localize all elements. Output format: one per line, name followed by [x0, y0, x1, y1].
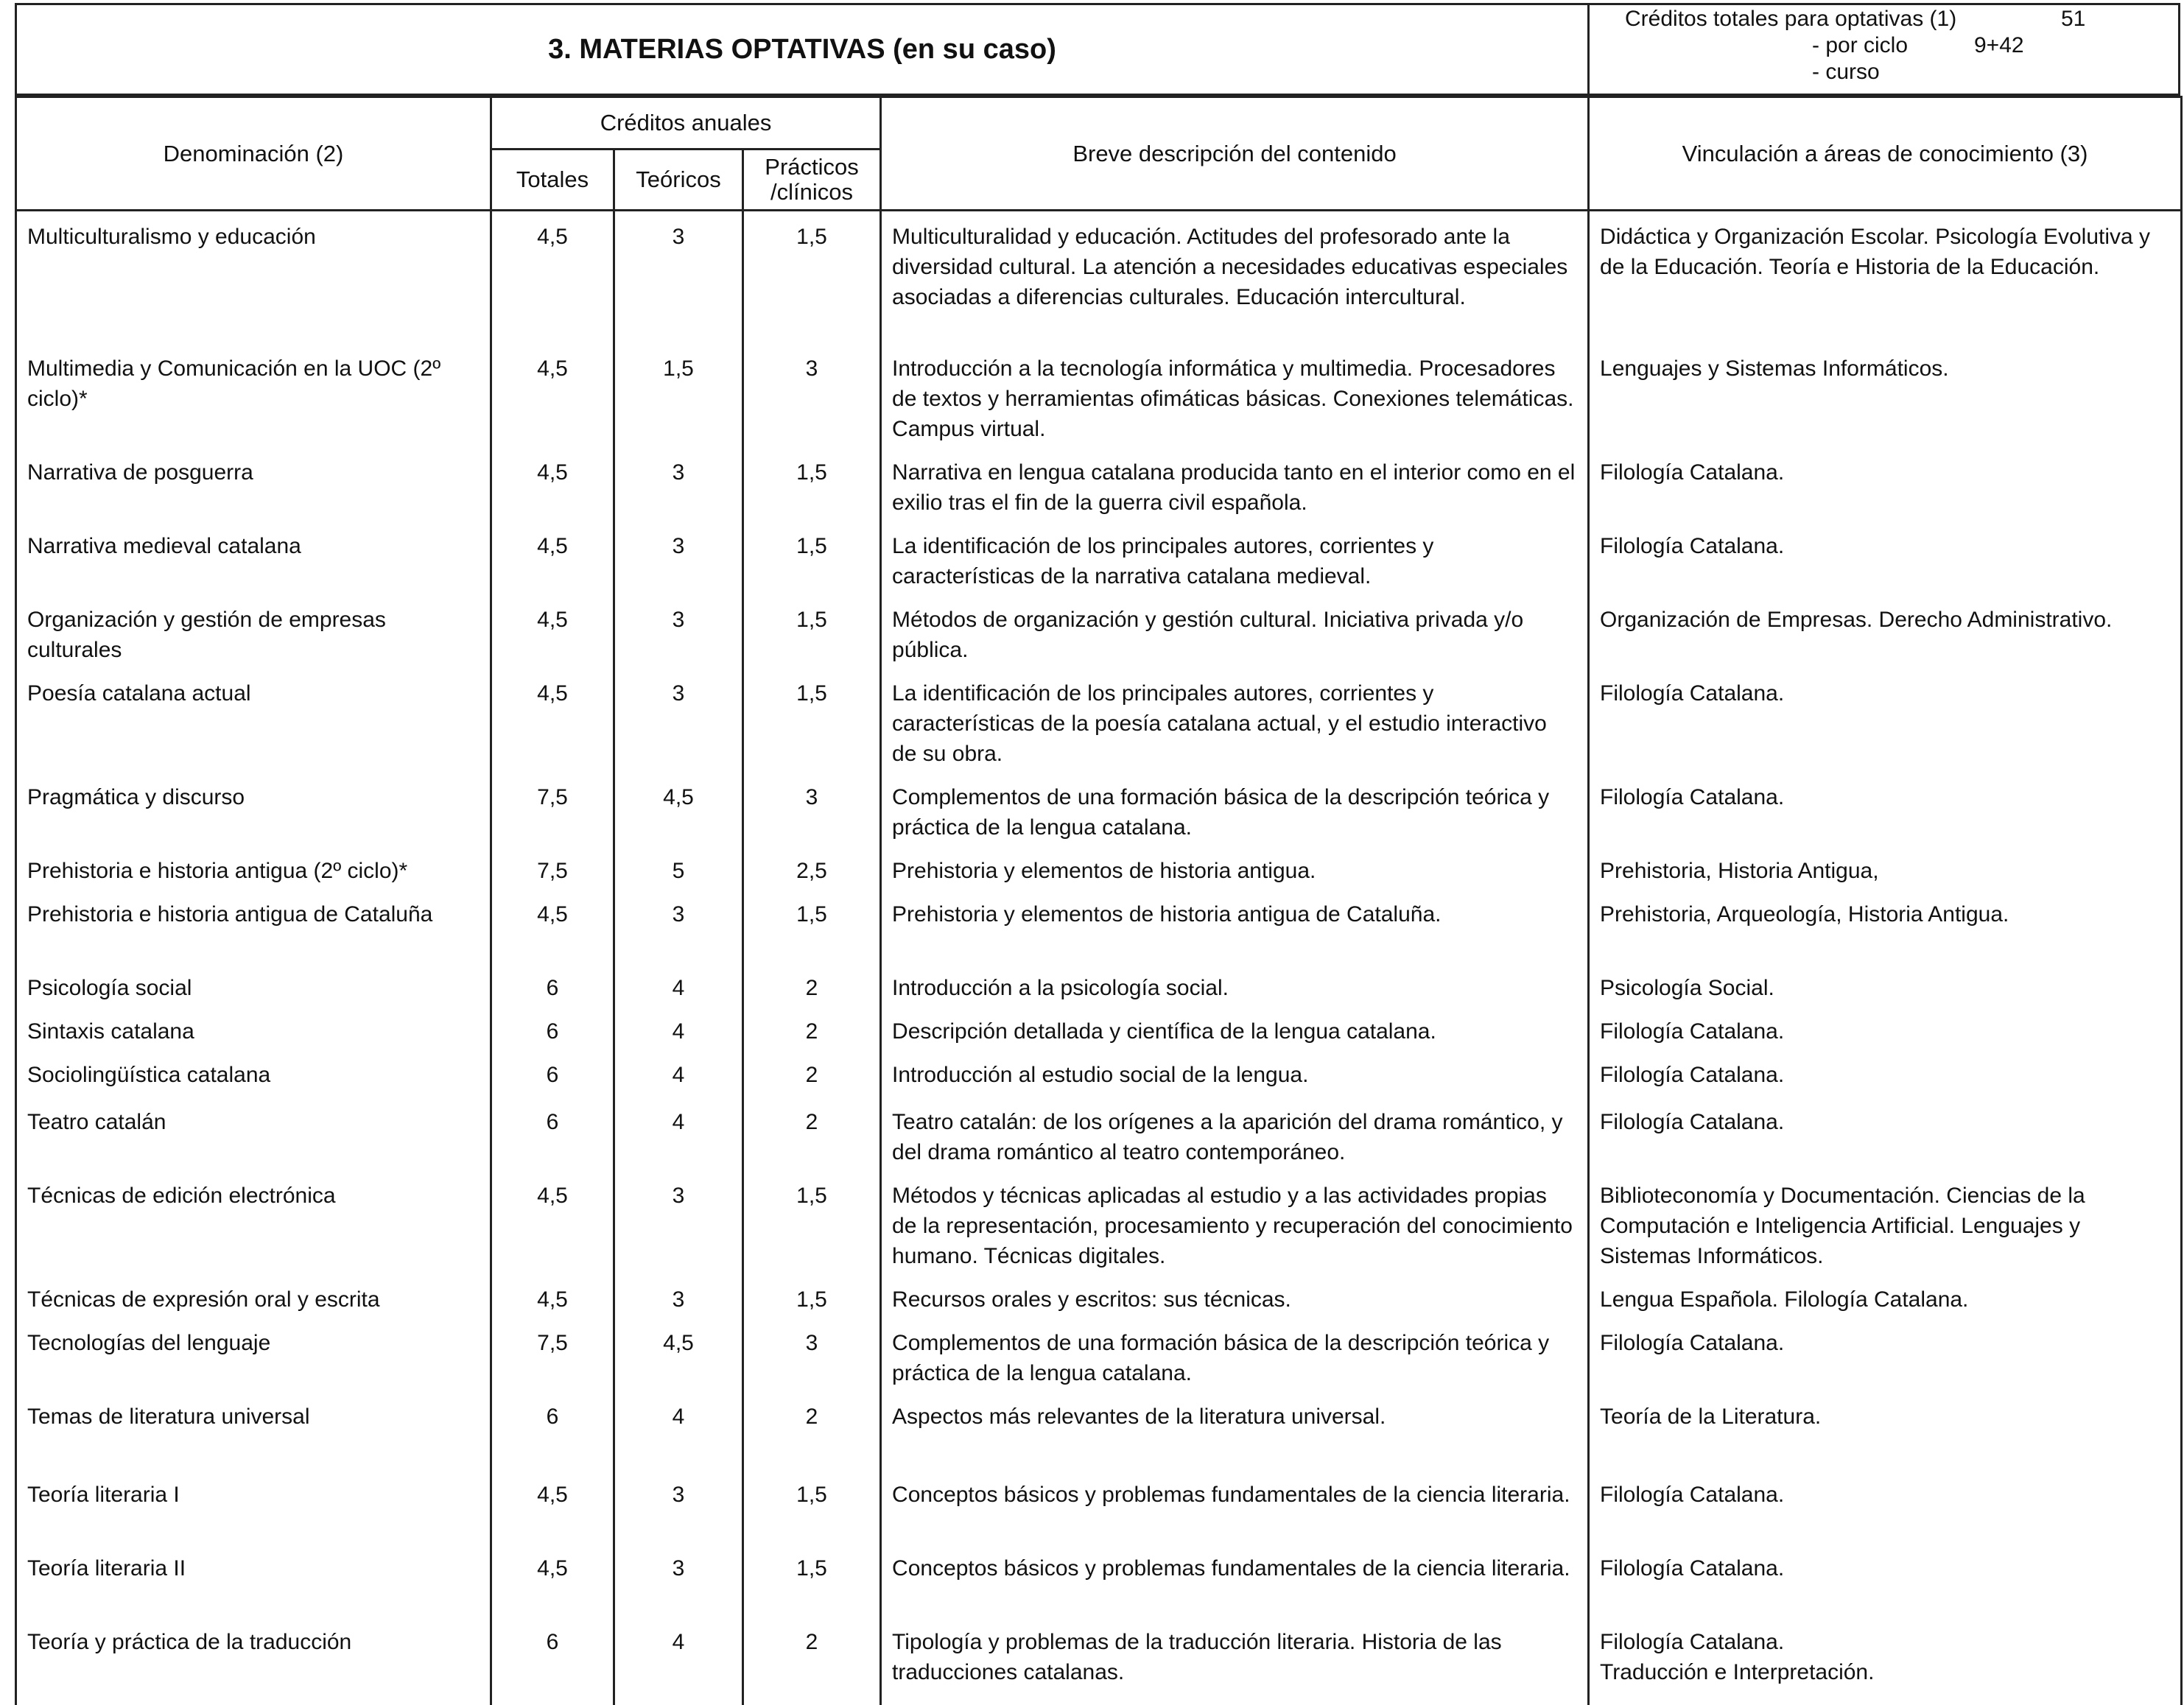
table-row: [16, 1008, 2182, 1051]
credits-theory: 3: [614, 1544, 743, 1618]
credits-total: 4,5: [491, 449, 614, 522]
credits-theory: 4: [614, 1051, 743, 1098]
subject-description: Introducción a la tecnología informática y multimedia. Procesadores de textos y herramientas ofimáticas básicas. Conexiones telemáticas. Campus virtual.: [881, 345, 1589, 449]
subject-description: Descripción detallada y científica de la lengua catalana.: [881, 1008, 1589, 1051]
knowledge-areas: Biblioteconomía y Documentación. Ciencias de la Computación e Inteligencia Artificial. Lenguajes y Sistemas Informáticos.: [1589, 1172, 2182, 1276]
table-row: [16, 890, 2182, 964]
subject-description: Métodos de organización y gestión cultural. Iniciativa privada y/o pública.: [881, 596, 1589, 669]
subject-name: Técnicas de expresión oral y escrita: [16, 1276, 491, 1319]
credits-practical: 3: [743, 345, 881, 449]
credits-total: 4,5: [491, 1172, 614, 1276]
credits-practical: 2,5: [743, 847, 881, 890]
table-row: [16, 1098, 2182, 1172]
credits-practical: 2: [743, 1051, 881, 1098]
credits-practical: 1,5: [743, 669, 881, 773]
table-row: [16, 1544, 2182, 1618]
subject-name: Tecnologías del lenguaje: [16, 1319, 491, 1393]
subject-name: Teoría literaria I: [16, 1471, 491, 1544]
knowledge-areas: Filología Catalana.: [1589, 1544, 2182, 1618]
knowledge-areas: Prehistoria, Arqueología, Historia Antigua.: [1589, 890, 2182, 964]
table-row: [16, 596, 2182, 669]
credits-total: 6: [491, 1051, 614, 1098]
credits-practical: 1,5: [743, 1276, 881, 1319]
credits-total: 4,5: [491, 1544, 614, 1618]
table-row: [16, 522, 2182, 596]
subject-description: Conceptos básicos y problemas fundamentales de la ciencia literaria.: [881, 1544, 1589, 1618]
credits-theory: 3: [614, 1172, 743, 1276]
credits-total-value: 51: [2061, 7, 2086, 31]
credits-practical: 3: [743, 773, 881, 847]
subject-description: Multiculturalidad y educación. Actitudes del profesorado ante la diversidad cultural. La atención a necesidades educativas especiales asociadas a diferencias culturales. Educación intercultural.: [881, 211, 1589, 345]
credits-total: 7,5: [491, 1319, 614, 1393]
subject-name: Temas de literatura universal: [16, 1393, 491, 1471]
subject-name: Poesía catalana actual: [16, 669, 491, 773]
credits-theory: 4: [614, 964, 743, 1008]
credits-theory: 3: [614, 890, 743, 964]
credits-total: 7,5: [491, 773, 614, 847]
credits-total: 6: [491, 1098, 614, 1172]
knowledge-areas: Filología Catalana.: [1589, 1471, 2182, 1544]
section-header: [15, 3, 2180, 96]
knowledge-areas: Filología Catalana.: [1589, 1098, 2182, 1172]
subject-name: Teoría literaria II: [16, 1544, 491, 1618]
subject-name: Multiculturalismo y educación: [16, 211, 491, 345]
credits-theory: 4: [614, 1393, 743, 1471]
credits-theory: 4,5: [614, 1319, 743, 1393]
knowledge-areas: Filología Catalana.: [1589, 773, 2182, 847]
subject-description: La identificación de los principales autores, corrientes y características de la poesía catalana actual, y el estudio interactivo de su obra.: [881, 669, 1589, 773]
credits-theory: 4: [614, 1618, 743, 1705]
subject-name: Organización y gestión de empresas culturales: [16, 596, 491, 669]
credits-practical: 1,5: [743, 1471, 881, 1544]
credits-total: 6: [491, 1393, 614, 1471]
subject-name: Sintaxis catalana: [16, 1008, 491, 1051]
per-cycle-label: - por ciclo: [1812, 33, 1909, 57]
subject-name: Pragmática y discurso: [16, 773, 491, 847]
knowledge-areas: Filología Catalana. Traducción e Interpretación.: [1589, 1618, 2182, 1705]
col-header-totals: Totales: [491, 150, 614, 211]
table-row: [16, 1172, 2182, 1276]
knowledge-areas: Organización de Empresas. Derecho Administrativo.: [1589, 596, 2182, 669]
table-row: [16, 1051, 2182, 1098]
credits-practical: 2: [743, 1618, 881, 1705]
subject-description: Complementos de una formación básica de la descripción teórica y práctica de la lengua catalana.: [881, 773, 1589, 847]
optional-subjects-table: [15, 96, 2183, 1705]
table-row: [16, 1471, 2182, 1544]
subject-name: Teatro catalán: [16, 1098, 491, 1172]
subject-name: Teoría y práctica de la traducción: [16, 1618, 491, 1705]
knowledge-areas: Filología Catalana.: [1589, 669, 2182, 773]
col-header-practical-text: Prácticos /clínicos: [765, 154, 859, 205]
subject-description: Narrativa en lengua catalana producida tanto en el interior como en el exilio tras el fin de la guerra civil española.: [881, 449, 1589, 522]
credits-practical: 3: [743, 1319, 881, 1393]
credits-total: 6: [491, 1618, 614, 1705]
subject-description: Introducción a la psicología social.: [881, 964, 1589, 1008]
table-row: [16, 1393, 2182, 1471]
credits-theory: 3: [614, 669, 743, 773]
col-header-credits-group: Créditos anuales: [491, 97, 881, 150]
knowledge-areas: Filología Catalana.: [1589, 1008, 2182, 1051]
col-header-theory: Teóricos: [614, 150, 743, 211]
credits-theory: 3: [614, 211, 743, 345]
credits-theory: 4: [614, 1098, 743, 1172]
subject-description: Complementos de una formación básica de la descripción teórica y práctica de la lengua catalana.: [881, 1319, 1589, 1393]
subject-description: Aspectos más relevantes de la literatura universal.: [881, 1393, 1589, 1471]
course-label: - curso: [1812, 60, 1880, 84]
credits-theory: 4: [614, 1008, 743, 1051]
subject-description: Métodos y técnicas aplicadas al estudio y a las actividades propias de la representación, procesamiento y recuperación del conocimiento humano. Técnicas digitales.: [881, 1172, 1589, 1276]
table-row: [16, 1618, 2182, 1705]
credits-practical: 2: [743, 1393, 881, 1471]
table-row: [16, 1319, 2182, 1393]
credits-practical: 1,5: [743, 449, 881, 522]
table-row: [16, 964, 2182, 1008]
credits-total: 4,5: [491, 522, 614, 596]
knowledge-areas: Teoría de la Literatura.: [1589, 1393, 2182, 1471]
subject-name: Narrativa de posguerra: [16, 449, 491, 522]
subject-description: Prehistoria y elementos de historia antigua.: [881, 847, 1589, 890]
table-row: [16, 345, 2182, 449]
col-header-practical: [743, 150, 881, 211]
subject-description: Introducción al estudio social de la lengua.: [881, 1051, 1589, 1098]
credits-total-label: Créditos totales para optativas (1): [1625, 7, 1957, 31]
subject-name: Psicología social: [16, 964, 491, 1008]
credits-theory: 3: [614, 449, 743, 522]
subject-description: Prehistoria y elementos de historia antigua de Cataluña.: [881, 890, 1589, 964]
subject-description: Conceptos básicos y problemas fundamentales de la ciencia literaria.: [881, 1471, 1589, 1544]
table-row: [16, 669, 2182, 773]
credits-theory: 4,5: [614, 773, 743, 847]
subject-name: Sociolingüística catalana: [16, 1051, 491, 1098]
credits-total: 4,5: [491, 669, 614, 773]
subject-name: Técnicas de edición electrónica: [16, 1172, 491, 1276]
credits-practical: 1,5: [743, 596, 881, 669]
subject-description: Recursos orales y escritos: sus técnicas.: [881, 1276, 1589, 1319]
credits-total: 4,5: [491, 890, 614, 964]
credits-practical: 2: [743, 1098, 881, 1172]
subject-name: Prehistoria e historia antigua (2º ciclo)*: [16, 847, 491, 890]
credits-total: 4,5: [491, 596, 614, 669]
credits-practical: 1,5: [743, 1172, 881, 1276]
credits-total: 6: [491, 1008, 614, 1051]
credits-theory: 3: [614, 596, 743, 669]
section-title: 3. MATERIAS OPTATIVAS (en su caso): [17, 5, 1590, 94]
credits-total: 4,5: [491, 1276, 614, 1319]
subjects-body: [16, 211, 2182, 1705]
document-page: [15, 3, 2180, 1686]
table-row: [16, 211, 2182, 345]
credits-total: 6: [491, 964, 614, 1008]
col-header-description: Breve descripción del contenido: [881, 97, 1589, 211]
knowledge-areas: Filología Catalana.: [1589, 1051, 2182, 1098]
table-row: [16, 773, 2182, 847]
credits-total: 4,5: [491, 211, 614, 345]
subject-description: Tipología y problemas de la traducción literaria. Historia de las traducciones catalanas.: [881, 1618, 1589, 1705]
credits-practical: 2: [743, 1008, 881, 1051]
per-cycle-value: 9+42: [1974, 33, 2024, 57]
knowledge-areas: Didáctica y Organización Escolar. Psicología Evolutiva y de la Educación. Teoría e Historia de la Educación.: [1589, 211, 2182, 345]
credits-practical: 1,5: [743, 890, 881, 964]
knowledge-areas: Filología Catalana.: [1589, 522, 2182, 596]
knowledge-areas: Filología Catalana.: [1589, 1319, 2182, 1393]
knowledge-areas: Lenguajes y Sistemas Informáticos.: [1589, 345, 2182, 449]
credits-theory: 3: [614, 1276, 743, 1319]
table-row: [16, 1276, 2182, 1319]
subject-name: Narrativa medieval catalana: [16, 522, 491, 596]
subject-description: Teatro catalán: de los orígenes a la aparición del drama romántico, y del drama romántico al teatro contemporáneo.: [881, 1098, 1589, 1172]
credits-total: 4,5: [491, 345, 614, 449]
credits-practical: 2: [743, 964, 881, 1008]
table-row: [16, 449, 2182, 522]
table-row: [16, 847, 2182, 890]
optional-credits-box: [1590, 5, 2179, 94]
credits-practical: 1,5: [743, 1544, 881, 1618]
credits-practical: 1,5: [743, 211, 881, 345]
credits-theory: 3: [614, 1471, 743, 1544]
knowledge-areas: Filología Catalana.: [1589, 449, 2182, 522]
subject-name: Prehistoria e historia antigua de Cataluña: [16, 890, 491, 964]
credits-theory: 5: [614, 847, 743, 890]
credits-practical: 1,5: [743, 522, 881, 596]
credits-total: 7,5: [491, 847, 614, 890]
knowledge-areas: Lengua Española. Filología Catalana.: [1589, 1276, 2182, 1319]
subject-description: La identificación de los principales autores, corrientes y características de la narrativa catalana medieval.: [881, 522, 1589, 596]
credits-total: 4,5: [491, 1471, 614, 1544]
col-header-areas: Vinculación a áreas de conocimiento (3): [1589, 97, 2182, 211]
credits-theory: 1,5: [614, 345, 743, 449]
col-header-name: Denominación (2): [16, 97, 491, 211]
credits-theory: 3: [614, 522, 743, 596]
knowledge-areas: Psicología Social.: [1589, 964, 2182, 1008]
subject-name: Multimedia y Comunicación en la UOC (2º ciclo)*: [16, 345, 491, 449]
knowledge-areas: Prehistoria, Historia Antigua,: [1589, 847, 2182, 890]
